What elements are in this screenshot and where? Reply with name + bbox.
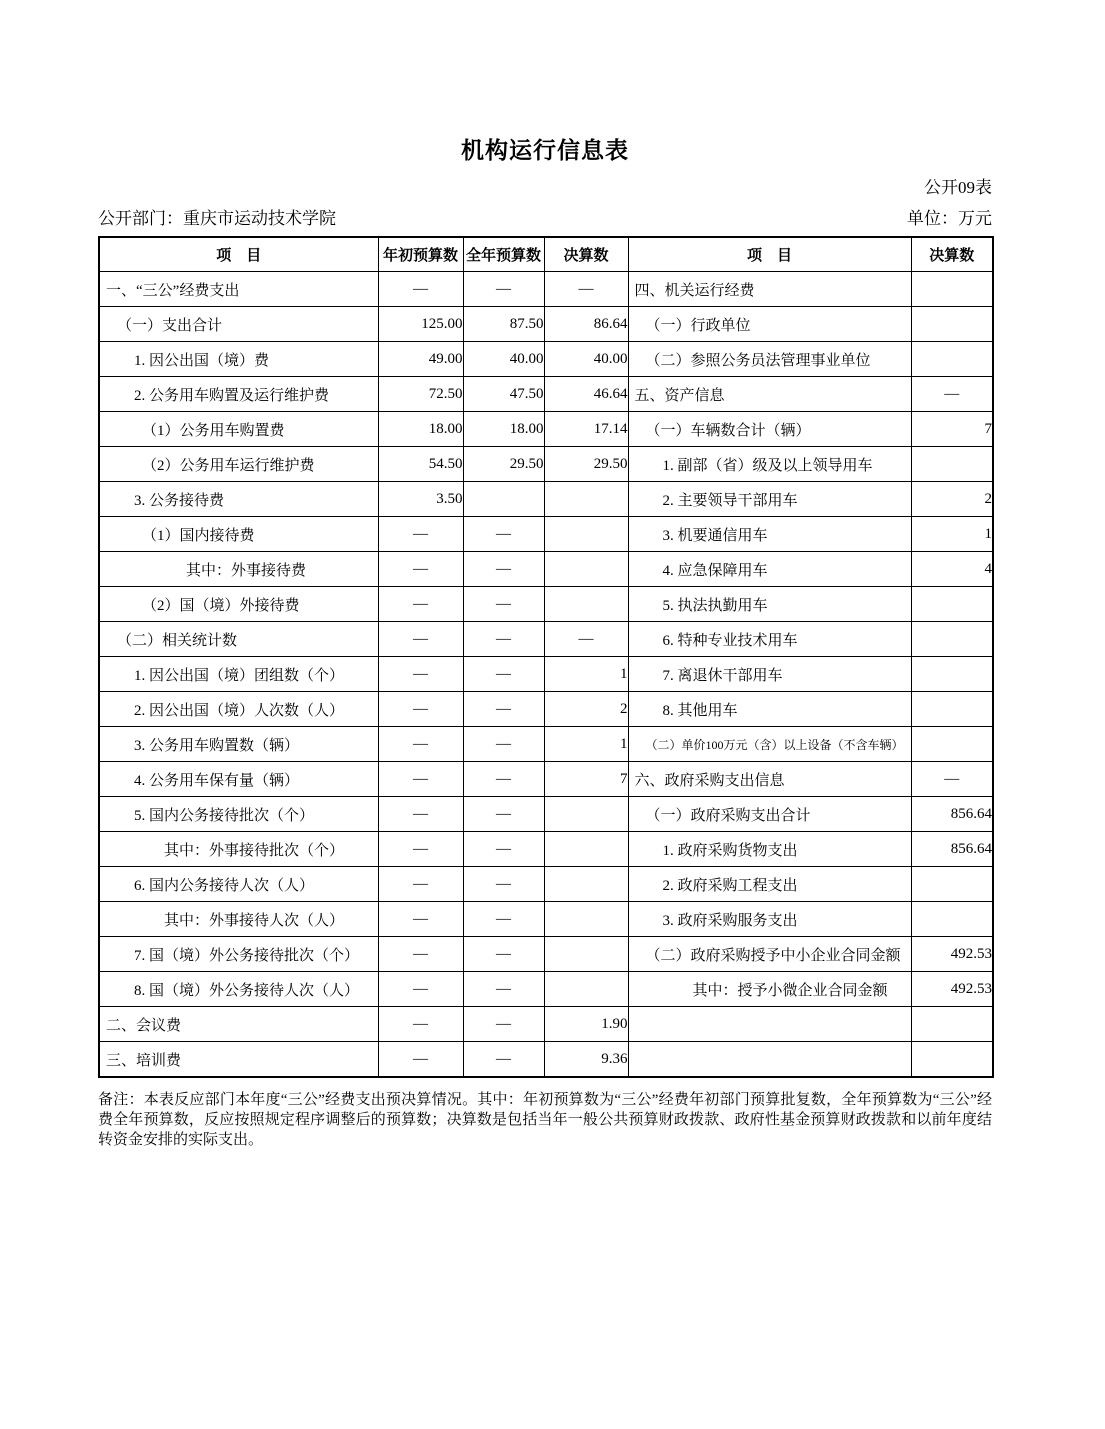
item-label-right: 六、政府采购支出信息 xyxy=(628,762,911,797)
initial-budget-value: 3.50 xyxy=(378,482,463,517)
item-label-right: （一）车辆数合计（辆） xyxy=(628,412,911,447)
initial-budget-value: — xyxy=(378,1007,463,1042)
final-account-value-right: 492.53 xyxy=(911,937,993,972)
full-year-budget-value: — xyxy=(463,937,544,972)
department-label: 公开部门： xyxy=(98,209,183,228)
operation-info-table xyxy=(98,236,994,1078)
full-year-budget-value: 47.50 xyxy=(463,377,544,412)
item-label-right: （二）参照公务员法管理事业单位 xyxy=(628,342,911,377)
unit-line xyxy=(907,206,992,232)
table-row xyxy=(99,657,993,692)
page-title: 机构运行信息表 xyxy=(461,138,629,163)
table-row xyxy=(99,902,993,937)
item-label-right: 1. 副部（省）级及以上领导用车 xyxy=(628,447,911,482)
final-account-value-right: — xyxy=(911,377,993,412)
table-row xyxy=(99,622,993,657)
table-body xyxy=(99,272,993,1078)
department-value: 重庆市运动技术学院 xyxy=(183,209,336,228)
table-row xyxy=(99,1007,993,1042)
final-account-value-right: 4 xyxy=(911,552,993,587)
final-account-value-left: 29.50 xyxy=(544,447,628,482)
item-label-right: （一）政府采购支出合计 xyxy=(628,797,911,832)
final-account-value-left: 40.00 xyxy=(544,342,628,377)
full-year-budget-value: — xyxy=(463,797,544,832)
header-item-right: 项 目 xyxy=(628,237,911,272)
table-row xyxy=(99,377,993,412)
item-label-right: 8. 其他用车 xyxy=(628,692,911,727)
table-row xyxy=(99,412,993,447)
initial-budget-value: 54.50 xyxy=(378,447,463,482)
header-row xyxy=(99,237,993,272)
final-account-value-right: 7 xyxy=(911,412,993,447)
item-label-left: （2）公务用车运行维护费 xyxy=(99,447,378,482)
table-row xyxy=(99,517,993,552)
initial-budget-value: 72.50 xyxy=(378,377,463,412)
final-account-value-right xyxy=(911,622,993,657)
final-account-value-right: 1 xyxy=(911,517,993,552)
final-account-value-right xyxy=(911,342,993,377)
table-row xyxy=(99,797,993,832)
final-account-value-left xyxy=(544,517,628,552)
final-account-value-left: 2 xyxy=(544,692,628,727)
final-account-value-right: 492.53 xyxy=(911,972,993,1007)
final-account-value-left xyxy=(544,797,628,832)
initial-budget-value: — xyxy=(378,657,463,692)
table-row xyxy=(99,727,993,762)
final-account-value-left xyxy=(544,937,628,972)
final-account-value-left: 46.64 xyxy=(544,377,628,412)
final-account-value-left: 86.64 xyxy=(544,307,628,342)
initial-budget-value: — xyxy=(378,832,463,867)
item-label-left: 其中：外事接待人次（人） xyxy=(99,902,378,937)
table-header xyxy=(99,237,993,272)
initial-budget-value: 18.00 xyxy=(378,412,463,447)
initial-budget-value: 49.00 xyxy=(378,342,463,377)
final-account-value-right xyxy=(911,657,993,692)
item-label-left: 一、“三公”经费支出 xyxy=(99,272,378,307)
item-label-left: 5. 国内公务接待批次（个） xyxy=(99,797,378,832)
initial-budget-value: — xyxy=(378,587,463,622)
full-year-budget-value: — xyxy=(463,902,544,937)
item-label-left: 3. 公务接待费 xyxy=(99,482,378,517)
final-account-value-left xyxy=(544,972,628,1007)
header-item-left: 项 目 xyxy=(99,237,378,272)
item-label-left: 4. 公务用车保有量（辆） xyxy=(99,762,378,797)
item-label-right: 4. 应急保障用车 xyxy=(628,552,911,587)
item-label-right: 7. 离退休干部用车 xyxy=(628,657,911,692)
item-label-left: 其中：外事接待费 xyxy=(99,552,378,587)
table-row xyxy=(99,272,993,307)
final-account-value-right xyxy=(911,1007,993,1042)
final-account-value-left: 1 xyxy=(544,657,628,692)
final-account-value-right: 856.64 xyxy=(911,832,993,867)
item-label-left: 2. 公务用车购置及运行维护费 xyxy=(99,377,378,412)
item-label-left: 二、会议费 xyxy=(99,1007,378,1042)
final-account-value-right xyxy=(911,272,993,307)
item-label-left: 6. 国内公务接待人次（人） xyxy=(99,867,378,902)
final-account-value-right xyxy=(911,692,993,727)
final-account-value-right xyxy=(911,587,993,622)
item-label-left: （一）支出合计 xyxy=(99,307,378,342)
initial-budget-value: — xyxy=(378,867,463,902)
unit-value: 万元 xyxy=(958,209,992,228)
full-year-budget-value: — xyxy=(463,552,544,587)
full-year-budget-value: — xyxy=(463,587,544,622)
full-year-budget-value: 29.50 xyxy=(463,447,544,482)
table-row xyxy=(99,937,993,972)
header-full-year-budget: 全年预算数 xyxy=(463,237,544,272)
initial-budget-value: — xyxy=(378,902,463,937)
full-year-budget-value: — xyxy=(463,972,544,1007)
initial-budget-value: — xyxy=(378,797,463,832)
final-account-value-right: — xyxy=(911,762,993,797)
full-year-budget-value: — xyxy=(463,692,544,727)
item-label-right: 5. 执法执勤用车 xyxy=(628,587,911,622)
table-row xyxy=(99,1042,993,1078)
full-year-budget-value: — xyxy=(463,832,544,867)
item-label-right: （二）单价100万元（含）以上设备（不含车辆） xyxy=(628,727,911,762)
full-year-budget-value: — xyxy=(463,622,544,657)
final-account-value-right xyxy=(911,727,993,762)
table-row xyxy=(99,342,993,377)
final-account-value-right: 2 xyxy=(911,482,993,517)
full-year-budget-value: 87.50 xyxy=(463,307,544,342)
item-label-left: 2. 因公出国（境）人次数（人） xyxy=(99,692,378,727)
item-label-right: 2. 主要领导干部用车 xyxy=(628,482,911,517)
item-label-right: 四、机关运行经费 xyxy=(628,272,911,307)
final-account-value-left: — xyxy=(544,272,628,307)
full-year-budget-value xyxy=(463,482,544,517)
initial-budget-value: — xyxy=(378,972,463,1007)
unit-label: 单位： xyxy=(907,209,958,228)
initial-budget-value: — xyxy=(378,727,463,762)
footnote: 备注：本表反应部门本年度“三公”经费支出预决算情况。其中：年初预算数为“三公”经费年初部门预算批复数，全年预算数为“三公”经费全年预算数，反应按照规定程序调整后的预算数；决算数是包括当年一般公共预算财政拨款、政府性基金预算财政拨款和以前年度结转资金安排的实际支出。 xyxy=(98,1092,992,1148)
final-account-value-left xyxy=(544,587,628,622)
item-label-right xyxy=(628,1007,911,1042)
final-account-value-left: 9.36 xyxy=(544,1042,628,1078)
item-label-right: 3. 机要通信用车 xyxy=(628,517,911,552)
item-label-left: （1）公务用车购置费 xyxy=(99,412,378,447)
initial-budget-value: 125.00 xyxy=(378,307,463,342)
table-row xyxy=(99,307,993,342)
final-account-value-left: 17.14 xyxy=(544,412,628,447)
item-label-right xyxy=(628,1042,911,1078)
meta-row xyxy=(98,206,992,232)
item-label-right: 3. 政府采购服务支出 xyxy=(628,902,911,937)
header-final-account-left: 决算数 xyxy=(544,237,628,272)
item-label-right: 6. 特种专业技术用车 xyxy=(628,622,911,657)
item-label-right: 其中：授予小微企业合同金额 xyxy=(628,972,911,1007)
header-initial-budget: 年初预算数 xyxy=(378,237,463,272)
final-account-value-right xyxy=(911,867,993,902)
form-code: 公开09表 xyxy=(924,178,992,197)
item-label-right: 2. 政府采购工程支出 xyxy=(628,867,911,902)
item-label-left: 三、培训费 xyxy=(99,1042,378,1078)
final-account-value-left: 1 xyxy=(544,727,628,762)
full-year-budget-value: — xyxy=(463,657,544,692)
initial-budget-value: — xyxy=(378,762,463,797)
full-year-budget-value: — xyxy=(463,1042,544,1078)
full-year-budget-value: — xyxy=(463,517,544,552)
table-row xyxy=(99,482,993,517)
full-year-budget-value: — xyxy=(463,727,544,762)
final-account-value-left: — xyxy=(544,622,628,657)
item-label-right: （二）政府采购授予中小企业合同金额 xyxy=(628,937,911,972)
final-account-value-right xyxy=(911,447,993,482)
initial-budget-value: — xyxy=(378,517,463,552)
table-row xyxy=(99,762,993,797)
document-content xyxy=(98,0,992,1150)
full-year-budget-value: — xyxy=(463,1007,544,1042)
full-year-budget-value: 40.00 xyxy=(463,342,544,377)
final-account-value-left xyxy=(544,832,628,867)
item-label-right: 五、资产信息 xyxy=(628,377,911,412)
item-label-right: （一）行政单位 xyxy=(628,307,911,342)
full-year-budget-value: 18.00 xyxy=(463,412,544,447)
table-row xyxy=(99,972,993,1007)
initial-budget-value: — xyxy=(378,937,463,972)
final-account-value-left xyxy=(544,482,628,517)
full-year-budget-value: — xyxy=(463,762,544,797)
full-year-budget-value: — xyxy=(463,272,544,307)
initial-budget-value: — xyxy=(378,552,463,587)
initial-budget-value: — xyxy=(378,272,463,307)
table-row xyxy=(99,447,993,482)
final-account-value-right xyxy=(911,902,993,937)
final-account-value-left xyxy=(544,902,628,937)
table-row xyxy=(99,867,993,902)
initial-budget-value: — xyxy=(378,1042,463,1078)
table-row xyxy=(99,692,993,727)
department-line xyxy=(98,206,336,232)
final-account-value-right: 856.64 xyxy=(911,797,993,832)
item-label-left: 其中：外事接待批次（个） xyxy=(99,832,378,867)
item-label-left: （1）国内接待费 xyxy=(99,517,378,552)
item-label-left: （二）相关统计数 xyxy=(99,622,378,657)
final-account-value-left: 7 xyxy=(544,762,628,797)
initial-budget-value: — xyxy=(378,622,463,657)
item-label-left: 1. 因公出国（境）费 xyxy=(99,342,378,377)
initial-budget-value: — xyxy=(378,692,463,727)
header-final-account-right: 决算数 xyxy=(911,237,993,272)
item-label-left: 8. 国（境）外公务接待人次（人） xyxy=(99,972,378,1007)
table-row xyxy=(99,552,993,587)
final-account-value-right xyxy=(911,1042,993,1078)
item-label-left: 3. 公务用车购置数（辆） xyxy=(99,727,378,762)
table-row xyxy=(99,587,993,622)
full-year-budget-value: — xyxy=(463,867,544,902)
final-account-value-left: 1.90 xyxy=(544,1007,628,1042)
final-account-value-right xyxy=(911,307,993,342)
item-label-left: （2）国（境）外接待费 xyxy=(99,587,378,622)
item-label-left: 1. 因公出国（境）团组数（个） xyxy=(99,657,378,692)
final-account-value-left xyxy=(544,552,628,587)
final-account-value-left xyxy=(544,867,628,902)
item-label-left: 7. 国（境）外公务接待批次（个） xyxy=(99,937,378,972)
table-row xyxy=(99,832,993,867)
item-label-right: 1. 政府采购货物支出 xyxy=(628,832,911,867)
